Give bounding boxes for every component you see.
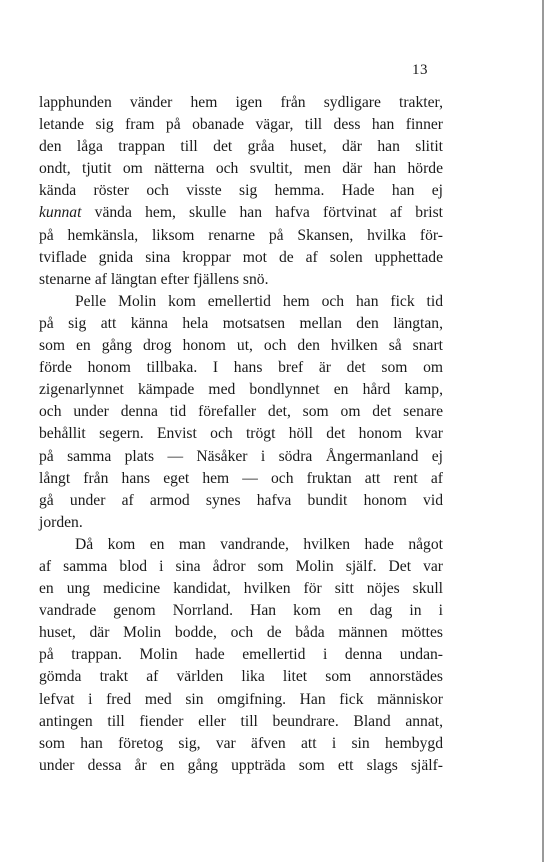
text-line: huset, där Molin bodde, och de båda männen möttes: [39, 624, 443, 642]
text-line: kunnat vända hem, skulle han hafva förtvinat af brist: [39, 204, 443, 222]
text-line: som han företog sig, var äfven att i sin hembygd: [39, 734, 443, 752]
text-line: långt från hans eget hem — och fruktan att rent af: [39, 469, 443, 487]
text-line: vandrade genom Norrland. Han kom en dag in i: [39, 602, 443, 620]
body-text: [39, 92, 443, 777]
text-line: en ung medicine kandidat, hvilken för sitt nöjes skull: [39, 580, 443, 598]
text-line: som en gång drog honom ut, och den hvilken så snart: [39, 337, 443, 355]
text-line: på samma plats — Näsåker i södra Ångermanland ej: [39, 447, 443, 465]
text-line: tviflade gnida sina kroppar mot de af solen upphettade: [39, 248, 443, 266]
text-line: Pelle Molin kom emellertid hem och han fick tid: [75, 292, 443, 310]
text-line: lapphunden vänder hem igen från sydligare trakter,: [39, 94, 443, 111]
text-line: stenarne af längtan efter fjällens snö.: [39, 270, 269, 288]
text-line: på hemkänsla, liksom renarne på Skansen, hvilka för-: [39, 226, 443, 244]
text-line: under dessa år en gång uppträda som ett slags själf-: [39, 756, 443, 774]
text-line: gå under af armod synes hafva bundit honom vid: [39, 491, 443, 509]
text-line: antingen till fiender eller till beundrare. Bland annat,: [39, 712, 443, 730]
text-line: af samma blod i sina ådror som Molin själf. Det var: [39, 557, 443, 575]
page-number: 13: [412, 62, 428, 78]
text-line: på sig att känna hela motsatsen mellan den längtan,: [39, 314, 443, 332]
text-line: lefvat i fred med sin omgifning. Han fick människor: [39, 690, 443, 708]
text-line: jorden.: [39, 513, 83, 531]
text-line: letande sig fram på obanade vägar, till dess han finner: [39, 116, 443, 134]
text-line: den låga trappan till det gråa huset, där han slitit: [39, 138, 443, 156]
text-line: och under denna tid förefaller det, som om det senare: [39, 403, 443, 421]
text-line: zigenarlynnet kämpade med bondlynnet en hård kamp,: [39, 381, 443, 399]
text-line: ondt, tjutit om nätterna och svultit, men där han hörde: [39, 160, 443, 178]
text-line: på trappan. Molin hade emellertid i denna undan-: [39, 646, 443, 664]
text-line: gömda trakt af världen lika litet som annorstädes: [39, 668, 443, 686]
text-line: Då kom en man vandrande, hvilken hade något: [75, 535, 443, 553]
text-line: behållit segern. Envist och trögt höll det honom kvar: [39, 425, 443, 443]
text-line: kända röster och visste sig hemma. Hade han ej: [39, 182, 443, 200]
text-line: förde honom tillbaka. I hans bref är det som om: [39, 359, 443, 377]
